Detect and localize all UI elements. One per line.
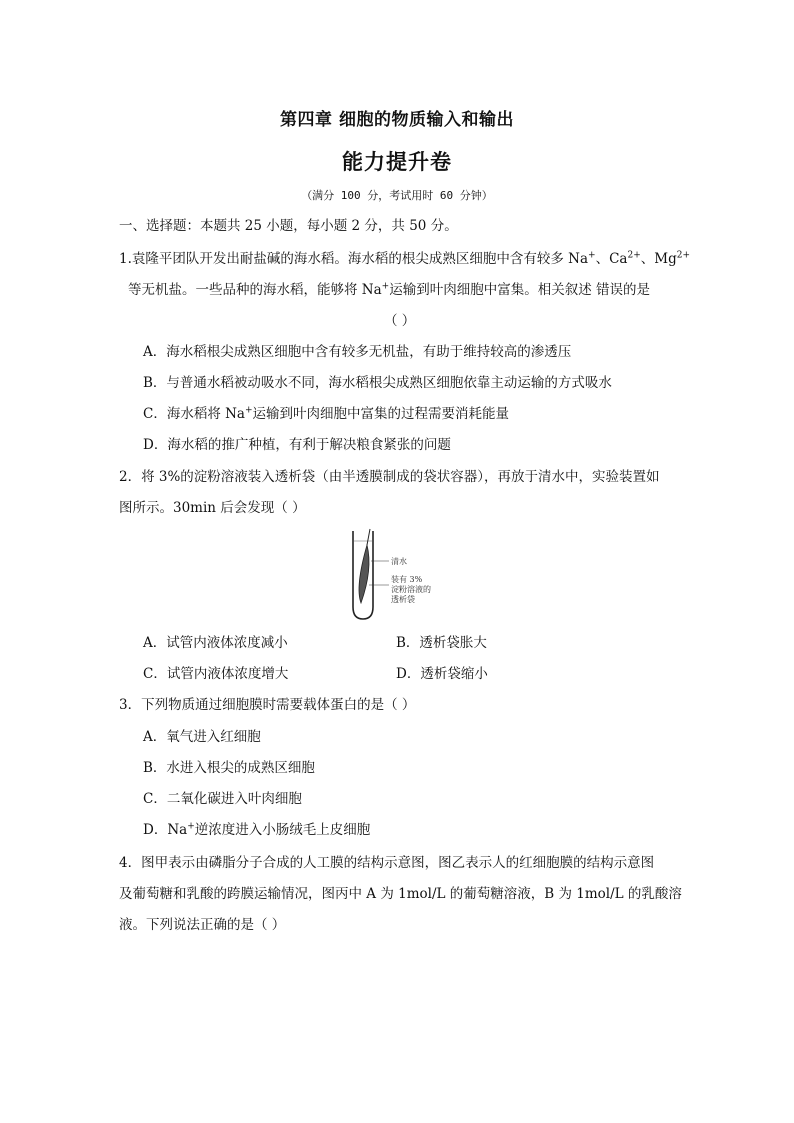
bag-string (367, 529, 370, 545)
question-2-option-a: A．试管内液体浓度减小 (143, 635, 288, 651)
question-3-option-c: C．二氧化碳进入叶肉细胞 (143, 791, 302, 807)
paper-title: 能力提升卷 (342, 149, 452, 174)
question-1-option-a: A．海水稻根尖成熟区细胞中含有较多无机盐，有助于维持较高的渗透压 (143, 344, 572, 360)
water-label: 清水 (391, 557, 407, 566)
question-2-option-c: C．试管内液体浓度增大 (143, 666, 289, 682)
question-1-option-d: D．海水稻的推广种植，有利于解决粮食紧张的问题 (143, 437, 451, 453)
question-4-stem-line-1: 4．图甲表示由磷脂分子合成的人工膜的结构示意图，图乙表示人的红细胞膜的结构示意图 (119, 855, 655, 871)
chapter-title: 第四章 细胞的物质输入和输出 (280, 110, 514, 130)
bag-label-line-1: 装有 3% (391, 575, 423, 584)
question-1-option-c: C．海水稻将 Na+运输到叶肉细胞中富集的过程需要消耗能量 (143, 405, 510, 422)
dialysis-bag-apparatus-figure (345, 527, 455, 623)
question-4-stem-line-2: 及葡萄糖和乳酸的跨膜运输情况，图丙中 A 为 1mol/L 的葡萄糖溶液，B 为 1mol/L 的乳酸溶 (119, 886, 682, 902)
bag-label-line-2: 淀粉溶液的 (391, 585, 431, 594)
question-2-stem-line-2: 图所示。30min 后会发现（ ） (119, 500, 306, 516)
question-4-stem-line-3: 液。下列说法正确的是（ ） (119, 917, 286, 933)
section-heading: 一、选择题：本题共 25 小题，每小题 2 分，共 50 分。 (119, 218, 458, 234)
question-2-option-b: B．透析袋胀大 (396, 635, 487, 651)
answer-bracket: （ ） (384, 313, 416, 329)
question-2-option-d: D．透析袋缩小 (396, 666, 488, 682)
question-3-option-d: D．Na+逆浓度进入小肠绒毛上皮细胞 (143, 821, 371, 838)
question-1-option-b: B．与普通水稻被动吸水不同，海水稻根尖成熟区细胞依靠主动运输的方式吸水 (143, 375, 612, 391)
question-1-stem-line-2: 等无机盐。一些品种的海水稻，能够将 Na+运输到叶肉细胞中富集。相关叙述 错误的是 (128, 281, 650, 298)
question-3-option-b: B．水进入根尖的成熟区细胞 (143, 760, 315, 776)
question-3-option-a: A．氧气进入红细胞 (143, 729, 261, 745)
question-3-stem: 3．下列物质通过细胞膜时需要载体蛋白的是（ ） (119, 697, 416, 713)
question-2-stem-line-1: 2．将 3%的淀粉溶液装入透析袋（由半透膜制成的袋状容器），再放于清水中，实验装置如 (119, 469, 660, 485)
question-1-stem-line-1: 1.袁隆平团队开发出耐盐碱的海水稻。海水稻的根尖成熟区细胞中含有较多 Na+、$Ca^{2+}$、$Mg^{2+}$ (119, 250, 691, 267)
bag-label-line-3: 透析袋 (391, 595, 415, 604)
score-time-note: （满分 100 分，考试用时 60 分钟） (301, 189, 493, 202)
dialysis-bag (359, 545, 369, 603)
